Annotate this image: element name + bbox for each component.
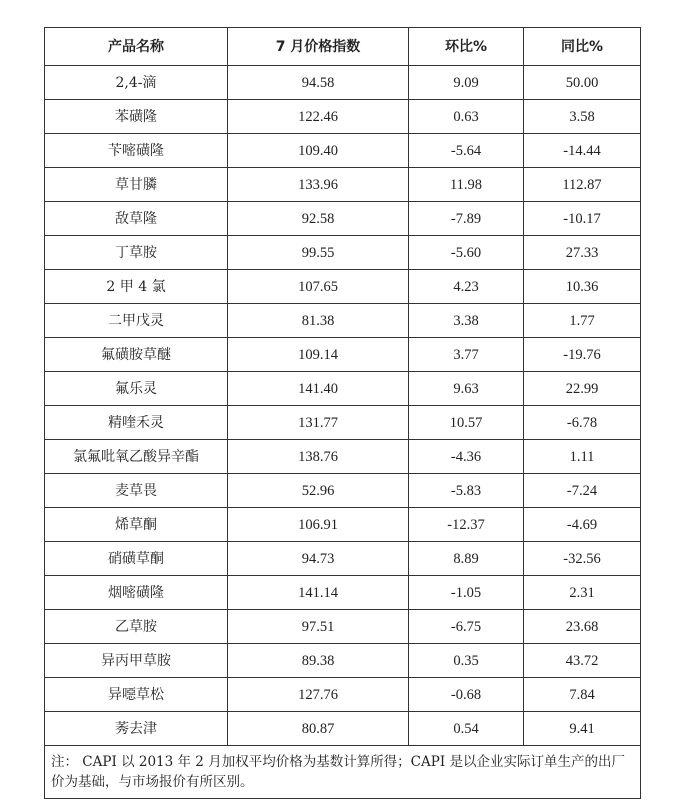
- price-index-cell: 99.55: [228, 236, 409, 270]
- table-row: [45, 66, 641, 100]
- yoy-change-cell: 27.33: [524, 236, 641, 270]
- table-header-row: [45, 28, 641, 66]
- mom-change-cell: 0.35: [409, 644, 524, 678]
- table-row: [45, 406, 641, 440]
- table-row: [45, 134, 641, 168]
- price-index-cell: 122.46: [228, 100, 409, 134]
- yoy-change-cell: 3.58: [524, 100, 641, 134]
- yoy-change-cell: -32.56: [524, 542, 641, 576]
- yoy-change-cell: 10.36: [524, 270, 641, 304]
- product-name-cell: 精喹禾灵: [45, 406, 228, 440]
- product-name-cell: 乙草胺: [45, 610, 228, 644]
- price-index-cell: 80.87: [228, 712, 409, 746]
- price-index-cell: 81.38: [228, 304, 409, 338]
- yoy-change-cell: 43.72: [524, 644, 641, 678]
- mom-change-cell: 10.57: [409, 406, 524, 440]
- yoy-change-cell: 9.41: [524, 712, 641, 746]
- product-name-cell: 麦草畏: [45, 474, 228, 508]
- table-row: [45, 678, 641, 712]
- mom-change-cell: 9.63: [409, 372, 524, 406]
- table-body: [45, 66, 641, 746]
- price-index-cell: 106.91: [228, 508, 409, 542]
- price-index-cell: 109.40: [228, 134, 409, 168]
- table-row: [45, 474, 641, 508]
- yoy-change-cell: 50.00: [524, 66, 641, 100]
- price-index-cell: 141.40: [228, 372, 409, 406]
- table-row: [45, 100, 641, 134]
- product-name-cell: 敌草隆: [45, 202, 228, 236]
- yoy-change-cell: 1.77: [524, 304, 641, 338]
- product-name-cell: 莠去津: [45, 712, 228, 746]
- yoy-change-cell: 1.11: [524, 440, 641, 474]
- yoy-change-cell: -19.76: [524, 338, 641, 372]
- mom-change-cell: 9.09: [409, 66, 524, 100]
- product-name-cell: 烯草酮: [45, 508, 228, 542]
- mom-change-cell: 0.63: [409, 100, 524, 134]
- mom-change-cell: 11.98: [409, 168, 524, 202]
- table-row: [45, 576, 641, 610]
- product-name-cell: 氟磺胺草醚: [45, 338, 228, 372]
- mom-change-cell: -0.68: [409, 678, 524, 712]
- product-name-cell: 2,4-滴: [45, 66, 228, 100]
- mom-change-cell: 0.54: [409, 712, 524, 746]
- product-name-cell: 苄嘧磺隆: [45, 134, 228, 168]
- yoy-change-cell: -7.24: [524, 474, 641, 508]
- product-name-cell: 苯磺隆: [45, 100, 228, 134]
- table-row: [45, 304, 641, 338]
- table-row: [45, 610, 641, 644]
- table-row: [45, 270, 641, 304]
- table-row: [45, 236, 641, 270]
- product-name-cell: 丁草胺: [45, 236, 228, 270]
- table-note: 注： CAPI 以 2013 年 2 月加权平均价格为基数计算所得；CAPI 是以企业实际订单生产的出厂价为基础，与市场报价有所区别。: [45, 746, 641, 799]
- mom-change-cell: -5.64: [409, 134, 524, 168]
- note-row: [45, 746, 641, 799]
- header-july-price-index: 7 月价格指数: [228, 28, 409, 66]
- product-name-cell: 氟乐灵: [45, 372, 228, 406]
- mom-change-cell: -12.37: [409, 508, 524, 542]
- header-month-over-month: 环比%: [409, 28, 524, 66]
- yoy-change-cell: 2.31: [524, 576, 641, 610]
- price-index-table-container: [44, 27, 640, 799]
- table-row: [45, 202, 641, 236]
- product-name-cell: 2 甲 4 氯: [45, 270, 228, 304]
- table-row: [45, 644, 641, 678]
- product-name-cell: 硝磺草酮: [45, 542, 228, 576]
- table-row: [45, 712, 641, 746]
- mom-change-cell: -5.83: [409, 474, 524, 508]
- yoy-change-cell: -6.78: [524, 406, 641, 440]
- table-row: [45, 440, 641, 474]
- mom-change-cell: -6.75: [409, 610, 524, 644]
- price-index-cell: 92.58: [228, 202, 409, 236]
- yoy-change-cell: 23.68: [524, 610, 641, 644]
- table-row: [45, 338, 641, 372]
- price-index-cell: 89.38: [228, 644, 409, 678]
- price-index-cell: 109.14: [228, 338, 409, 372]
- price-index-cell: 141.14: [228, 576, 409, 610]
- price-index-cell: 52.96: [228, 474, 409, 508]
- price-index-cell: 131.77: [228, 406, 409, 440]
- price-index-table: [44, 27, 641, 799]
- yoy-change-cell: -10.17: [524, 202, 641, 236]
- mom-change-cell: -7.89: [409, 202, 524, 236]
- product-name-cell: 烟嘧磺隆: [45, 576, 228, 610]
- price-index-cell: 94.58: [228, 66, 409, 100]
- mom-change-cell: -5.60: [409, 236, 524, 270]
- table-row: [45, 168, 641, 202]
- product-name-cell: 二甲戊灵: [45, 304, 228, 338]
- yoy-change-cell: 22.99: [524, 372, 641, 406]
- price-index-cell: 127.76: [228, 678, 409, 712]
- product-name-cell: 草甘膦: [45, 168, 228, 202]
- product-name-cell: 异丙甲草胺: [45, 644, 228, 678]
- table-row: [45, 542, 641, 576]
- price-index-cell: 94.73: [228, 542, 409, 576]
- mom-change-cell: 8.89: [409, 542, 524, 576]
- yoy-change-cell: -4.69: [524, 508, 641, 542]
- price-index-cell: 138.76: [228, 440, 409, 474]
- price-index-cell: 107.65: [228, 270, 409, 304]
- table-row: [45, 508, 641, 542]
- product-name-cell: 氯氟吡氧乙酸异辛酯: [45, 440, 228, 474]
- yoy-change-cell: 112.87: [524, 168, 641, 202]
- mom-change-cell: 3.77: [409, 338, 524, 372]
- mom-change-cell: -4.36: [409, 440, 524, 474]
- price-index-cell: 97.51: [228, 610, 409, 644]
- header-year-over-year: 同比%: [524, 28, 641, 66]
- product-name-cell: 异噁草松: [45, 678, 228, 712]
- price-index-cell: 133.96: [228, 168, 409, 202]
- mom-change-cell: -1.05: [409, 576, 524, 610]
- table-row: [45, 372, 641, 406]
- mom-change-cell: 4.23: [409, 270, 524, 304]
- yoy-change-cell: 7.84: [524, 678, 641, 712]
- mom-change-cell: 3.38: [409, 304, 524, 338]
- yoy-change-cell: -14.44: [524, 134, 641, 168]
- header-product-name: 产品名称: [45, 28, 228, 66]
